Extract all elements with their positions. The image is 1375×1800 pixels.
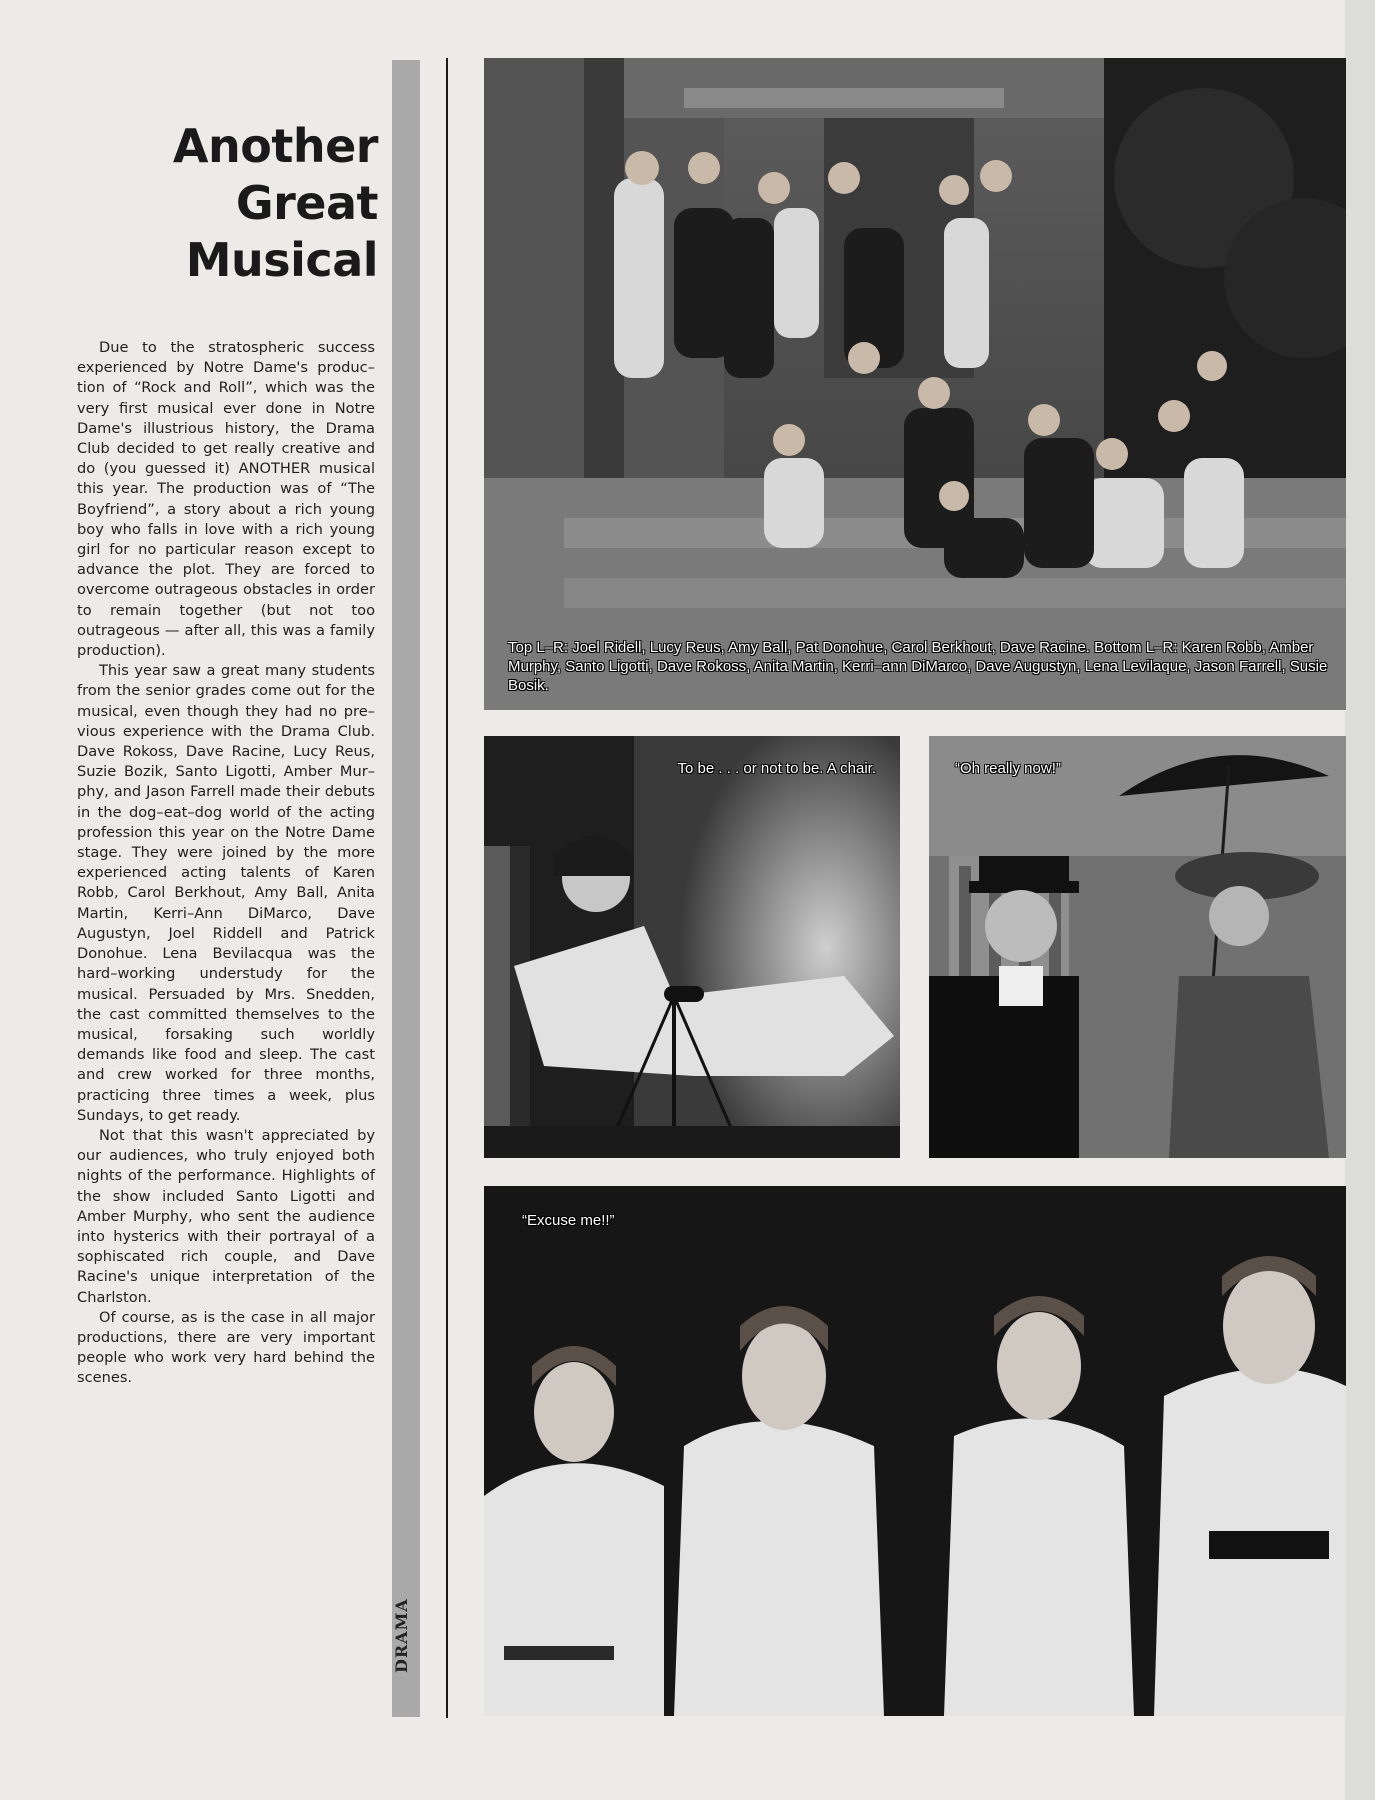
chair-photo-caption: To be . . . or not to be. A chair. — [677, 760, 876, 777]
group-photo-caption: Top L–R: Joel Ridell, Lucy Reus, Amy Ball, Pat Donohue, Carol Berkhout, Dave Racine. Bottom L–R: Karen Robb, Amber Murphy, Santo Ligotti, Dave Rokoss, Anita Martin, Kerri–ann DiMarco, Dave Augustyn, Lena Levilaque, Jason Farrell, Susie Bosik. — [508, 639, 1328, 694]
article-title — [150, 118, 378, 289]
chair-photo — [484, 736, 900, 1158]
page-edge — [1345, 0, 1375, 1800]
group-photo-image — [484, 58, 1346, 710]
section-label: DRAMA — [392, 1598, 411, 1673]
chorus-photo-image — [484, 1186, 1346, 1716]
umbrella-photo — [929, 736, 1346, 1158]
group-photo — [484, 58, 1346, 710]
chorus-photo — [484, 1186, 1346, 1716]
article-paragraph-4: Of course, as is the case in all major productions, there are very important people who work very hard behind the scenes. — [77, 1308, 375, 1387]
column-divider — [446, 58, 448, 1718]
umbrella-photo-image — [929, 736, 1346, 1158]
article-body — [77, 338, 375, 1389]
chorus-photo-caption: “Excuse me!!” — [522, 1212, 615, 1229]
title-line-3: Musical — [185, 233, 378, 287]
article-paragraph-3: Not that this wasn't appreciated by our audiences, who truly enjoyed both nights of the performance. Highlights of the show included Santo Ligotti and Amber Murphy, who sent the audience into hysterics with their portrayal of a sophiscated rich couple, and Dave Racine's unique interpretation of the Charlston. — [77, 1126, 375, 1306]
title-line-2: Great — [235, 176, 378, 230]
article-paragraph-1: Due to the stratospheric success experienced by Notre Dame's produc– tion of “Rock and Roll”, which was the very first musical ever done in Notre Dame's illustrious history, the Drama Club decided to get really creative and do (you guessed it) ANOTHER musical this year. The production was of “The Boyfriend”, a story about a rich young boy who falls in love with a rich young girl for no particular reason except to advance the plot. They are forced to overcome outrageous obstacles in order to remain together (but not too outrageous — after all, this was a family production). — [77, 339, 375, 660]
article-paragraph-2: This year saw a great many students from the senior grades come out for the musical, even though they had no pre– vious experience with the Drama Club. Dave Rokoss, Dave Racine, Lucy Reus, Suzie Bozik, Santo Ligotti, Amber Mur– phy, and Jason Farrell made their debuts in the dog–eat–dog world of the acting profession this year on the Notre Dame stage. They were joined by the more experienced acting talents of Karen Robb, Carol Berkhout, Amy Ball, Anita Martin, Kerri–Ann DiMarco, Dave Augustyn, Joel Riddell and Patrick Donohue. Lena Bevilacqua was the hard–working understudy for the musical. Persuaded by Mrs. Snedden, the cast committed themselves to the musical, forsaking such worldly demands like food and sleep. The cast and crew worked for three months, practicing three times a week, plus Sundays, to get ready. — [77, 662, 375, 1124]
chair-photo-image — [484, 736, 900, 1158]
title-line-1: Another — [172, 119, 378, 173]
section-sidebar-bar — [392, 60, 420, 1717]
umbrella-photo-caption: “Oh really now!” — [955, 760, 1061, 777]
